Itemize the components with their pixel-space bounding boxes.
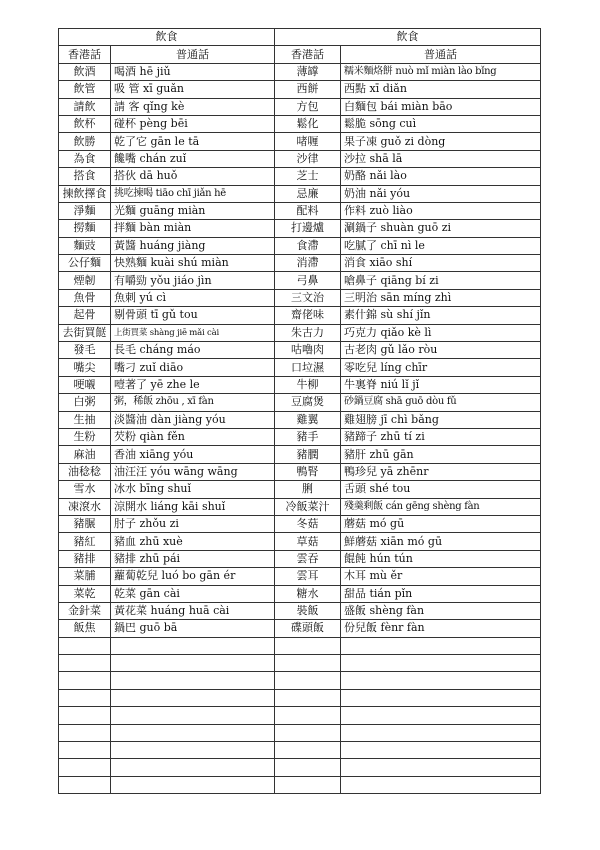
empty-cell [59,637,111,654]
cantonese-term-cell: 草菇 [275,533,341,550]
table-row [59,533,541,550]
mandarin-term-cell: 素什錦 sù shí jǐn [341,307,541,324]
mandarin-term-cell: 砂鍋豆腐 shā guō dòu fǔ [341,394,541,411]
empty-cell [59,655,111,672]
mandarin-term-cell: 作料 zuò liào [341,202,541,219]
empty-cell [275,689,341,706]
mandarin-term-cell: 吸 管 xī guǎn [111,81,275,98]
left-section-title: 飲食 [59,29,275,46]
cantonese-term-cell: 冬菇 [275,515,341,532]
empty-row [59,672,541,689]
mandarin-term-cell: 份兒飯 fènr fàn [341,620,541,637]
cantonese-term-cell: 哽嚫 [59,376,111,393]
cantonese-term-cell: 牛柳 [275,376,341,393]
mandarin-term-cell: 噎著了 yē zhe le [111,376,275,393]
empty-cell [111,672,275,689]
mandarin-term-cell: 黃醬 huáng jiàng [111,237,275,254]
empty-row [59,742,541,759]
mandarin-term-cell: 冰水 bīng shuǐ [111,481,275,498]
empty-row [59,637,541,654]
table-row [59,394,541,411]
cantonese-term-cell: 搭食 [59,168,111,185]
mandarin-term-cell: 嗆鼻子 qiāng bí zi [341,272,541,289]
cantonese-term-cell: 為食 [59,150,111,167]
empty-cell [59,707,111,724]
mandarin-term-cell: 木耳 mù ěr [341,568,541,585]
cantonese-term-cell: 魚骨 [59,289,111,306]
cantonese-term-cell: 西餅 [275,81,341,98]
empty-cell [341,759,541,776]
empty-cell [275,742,341,759]
table-row [59,202,541,219]
mandarin-term-cell: 甜品 tián pǐn [341,585,541,602]
mandarin-term-cell: 古老肉 gǔ lǎo ròu [341,342,541,359]
cantonese-term-cell: 淨麵 [59,202,111,219]
cantonese-term-cell: 啫喱 [275,133,341,150]
cantonese-term-cell: 麻油 [59,446,111,463]
mandarin-term-cell: 奶酪 nǎi lào [341,168,541,185]
table-row [59,428,541,445]
mandarin-term-cell: 鮮蘑菇 xiān mó gū [341,533,541,550]
cantonese-term-cell: 煙韌 [59,272,111,289]
empty-cell [275,637,341,654]
empty-cell [341,742,541,759]
mandarin-term-cell: 鴨珍兒 yā zhēnr [341,463,541,480]
cantonese-term-cell: 豬手 [275,428,341,445]
empty-cell [111,724,275,741]
mandarin-term-cell: 淡醬油 dàn jiàng yóu [111,411,275,428]
cantonese-term-cell: 咕嚕肉 [275,342,341,359]
empty-row [59,759,541,776]
mandarin-term-cell: 豬蹄子 zhū tí zi [341,428,541,445]
mandarin-term-cell: 喝酒 hē jiǔ [111,63,275,80]
cantonese-term-cell: 脷 [275,481,341,498]
mandarin-term-cell: 拌麵 bàn miàn [111,220,275,237]
mandarin-term-cell: 雞翅膀 jī chì bǎng [341,411,541,428]
cantonese-term-cell: 消滯 [275,255,341,272]
left-header-mandarin: 普通話 [111,46,275,63]
mandarin-term-cell: 魚刺 yú cì [111,289,275,306]
cantonese-term-cell: 菜脯 [59,568,111,585]
mandarin-term-cell: 西點 xī diǎn [341,81,541,98]
table-row [59,359,541,376]
cantonese-term-cell: 雞翼 [275,411,341,428]
table-row [59,289,541,306]
cantonese-term-cell: 冷飯菜汁 [275,498,341,515]
empty-cell [59,689,111,706]
header-row [59,46,541,63]
empty-cell [111,689,275,706]
cantonese-term-cell: 凍滾水 [59,498,111,515]
mandarin-term-cell: 光麵 guāng miàn [111,202,275,219]
empty-row [59,655,541,672]
cantonese-term-cell: 配料 [275,202,341,219]
mandarin-term-cell: 豬排 zhū pái [111,550,275,567]
empty-cell [59,672,111,689]
cantonese-term-cell: 飲管 [59,81,111,98]
empty-cell [59,776,111,793]
empty-cell [111,655,275,672]
table-row [59,115,541,132]
cantonese-term-cell: 菜乾 [59,585,111,602]
cantonese-term-cell: 碟頭飯 [275,620,341,637]
empty-cell [275,724,341,741]
cantonese-term-cell: 沙律 [275,150,341,167]
empty-row [59,776,541,793]
cantonese-term-cell: 公仔麵 [59,255,111,272]
mandarin-term-cell: 黃花菜 huáng huā cài [111,602,275,619]
cantonese-term-cell: 忌廉 [275,185,341,202]
mandarin-term-cell: 饞嘴 chán zuǐ [111,150,275,167]
table-row [59,342,541,359]
cantonese-term-cell: 朱古力 [275,324,341,341]
right-header-mandarin: 普通話 [341,46,541,63]
cantonese-term-cell: 雲吞 [275,550,341,567]
mandarin-term-cell: 碰杯 pèng bēi [111,115,275,132]
empty-cell [275,707,341,724]
mandarin-term-cell: 豬肝 zhū gān [341,446,541,463]
empty-cell [341,724,541,741]
cantonese-term-cell: 三文治 [275,289,341,306]
table-row [59,515,541,532]
empty-cell [341,689,541,706]
cantonese-term-cell: 起骨 [59,307,111,324]
table-row [59,81,541,98]
mandarin-term-cell: 香油 xiāng yóu [111,446,275,463]
cantonese-term-cell: 方包 [275,98,341,115]
table-row [59,324,541,341]
mandarin-term-cell: 吃膩了 chī nì le [341,237,541,254]
mandarin-term-cell: 挑吃揀喝 tiāo chī jiǎn hē [111,185,275,202]
empty-row [59,724,541,741]
right-section-title: 飲食 [275,29,541,46]
mandarin-term-cell: 有嚼勁 yǒu jiáo jìn [111,272,275,289]
mandarin-term-cell: 肘子 zhǒu zi [111,515,275,532]
cantonese-term-cell: 齋佬味 [275,307,341,324]
empty-cell [341,655,541,672]
cantonese-term-cell: 糖水 [275,585,341,602]
cantonese-term-cell: 生抽 [59,411,111,428]
table-row [59,585,541,602]
table-row [59,185,541,202]
mandarin-term-cell: 鍋巴 guō bā [111,620,275,637]
mandarin-term-cell: 長毛 cháng máo [111,342,275,359]
mandarin-term-cell: 乾菜 gān cài [111,585,275,602]
table-row [59,498,541,515]
table-row [59,133,541,150]
empty-row [59,707,541,724]
mandarin-term-cell: 乾了它 gān le tā [111,133,275,150]
table-row [59,98,541,115]
mandarin-term-cell: 餛飩 hún tún [341,550,541,567]
cantonese-term-cell: 鬆化 [275,115,341,132]
cantonese-term-cell: 豬紅 [59,533,111,550]
mandarin-term-cell: 蘑菇 mó gū [341,515,541,532]
empty-cell [111,707,275,724]
cantonese-term-cell: 白粥 [59,394,111,411]
table-row [59,463,541,480]
cantonese-term-cell: 生粉 [59,428,111,445]
table-row [59,272,541,289]
title-row [59,29,541,46]
mandarin-term-cell: 舌頭 shé tou [341,481,541,498]
cantonese-term-cell: 飲杯 [59,115,111,132]
right-header-cantonese: 香港話 [275,46,341,63]
mandarin-term-cell: 上街買菜 shàng jiē mǎi cài [111,324,275,341]
mandarin-term-cell: 殘羹剩飯 cán gēng shèng fàn [341,498,541,515]
table-row [59,168,541,185]
cantonese-term-cell: 雪水 [59,481,111,498]
empty-cell [275,759,341,776]
cantonese-term-cell: 薄罉 [275,63,341,80]
empty-cell [111,759,275,776]
mandarin-term-cell: 涼開水 liáng kāi shuǐ [111,498,275,515]
cantonese-term-cell: 鴨腎 [275,463,341,480]
cantonese-term-cell: 弓鼻 [275,272,341,289]
table-row [59,237,541,254]
empty-row [59,689,541,706]
mandarin-term-cell: 油汪汪 yóu wāng wāng [111,463,275,480]
empty-cell [59,759,111,776]
cantonese-term-cell: 打邊爐 [275,220,341,237]
cantonese-term-cell: 豬膶 [275,446,341,463]
mandarin-term-cell: 白麵包 bái miàn bāo [341,98,541,115]
cantonese-term-cell: 金針菜 [59,602,111,619]
cantonese-term-cell: 發毛 [59,342,111,359]
cantonese-term-cell: 豬排 [59,550,111,567]
mandarin-term-cell: 芡粉 qiàn fěn [111,428,275,445]
empty-cell [341,637,541,654]
mandarin-term-cell: 盛飯 shèng fàn [341,602,541,619]
table-row [59,307,541,324]
vocabulary-table [58,28,541,794]
table-row [59,376,541,393]
empty-cell [341,776,541,793]
mandarin-term-cell: 沙拉 shā lā [341,150,541,167]
cantonese-term-cell: 飲勝 [59,133,111,150]
left-header-cantonese: 香港話 [59,46,111,63]
table-row [59,481,541,498]
table-row [59,620,541,637]
empty-cell [59,724,111,741]
cantonese-term-cell: 雲耳 [275,568,341,585]
cantonese-term-cell: 麵豉 [59,237,111,254]
table-row [59,568,541,585]
mandarin-term-cell: 鬆脆 sōng cuì [341,115,541,132]
cantonese-term-cell: 口垃濕 [275,359,341,376]
mandarin-term-cell: 搭伙 dā huǒ [111,168,275,185]
cantonese-term-cell: 裝飯 [275,602,341,619]
table-row [59,602,541,619]
mandarin-term-cell: 果子凍 guǒ zi dòng [341,133,541,150]
empty-cell [111,637,275,654]
table-row [59,150,541,167]
cantonese-term-cell: 豆腐煲 [275,394,341,411]
mandarin-term-cell: 豬血 zhū xuè [111,533,275,550]
table-row [59,255,541,272]
empty-cell [341,707,541,724]
empty-cell [275,776,341,793]
empty-cell [275,672,341,689]
cantonese-term-cell: 嘴尖 [59,359,111,376]
empty-cell [59,742,111,759]
mandarin-term-cell: 消食 xiāo shí [341,255,541,272]
cantonese-term-cell: 請飲 [59,98,111,115]
mandarin-term-cell: 粥，稀飯 zhōu , xī fàn [111,394,275,411]
cantonese-term-cell: 飯焦 [59,620,111,637]
mandarin-term-cell: 糯米麵烙餅 nuò mǐ miàn lào bǐng [341,63,541,80]
mandarin-term-cell: 蘿蔔乾兒 luó bo gān ér [111,568,275,585]
cantonese-term-cell: 揀飲擇食 [59,185,111,202]
table-row [59,446,541,463]
mandarin-term-cell: 快熟麵 kuài shú miàn [111,255,275,272]
mandarin-term-cell: 奶油 nǎi yóu [341,185,541,202]
mandarin-term-cell: 剔骨頭 tī gǔ tou [111,307,275,324]
mandarin-term-cell: 嘴刁 zuǐ diāo [111,359,275,376]
mandarin-term-cell: 涮鍋子 shuàn guō zi [341,220,541,237]
cantonese-term-cell: 豬𦟌 [59,515,111,532]
empty-cell [341,672,541,689]
cantonese-term-cell: 飲酒 [59,63,111,80]
table-row [59,411,541,428]
table-row [59,220,541,237]
cantonese-term-cell: 油稔稔 [59,463,111,480]
mandarin-term-cell: 牛裏脊 niú lǐ jǐ [341,376,541,393]
cantonese-term-cell: 撈麵 [59,220,111,237]
cantonese-term-cell: 芝士 [275,168,341,185]
mandarin-term-cell: 零吃兒 líng chīr [341,359,541,376]
mandarin-term-cell: 請 客 qǐng kè [111,98,275,115]
cantonese-term-cell: 食滯 [275,237,341,254]
empty-cell [275,655,341,672]
mandarin-term-cell: 三明治 sān míng zhì [341,289,541,306]
empty-cell [111,742,275,759]
cantonese-term-cell: 去街買餸 [59,324,111,341]
mandarin-term-cell: 巧克力 qiǎo kè lì [341,324,541,341]
table-row [59,550,541,567]
table-row [59,63,541,80]
empty-cell [111,776,275,793]
